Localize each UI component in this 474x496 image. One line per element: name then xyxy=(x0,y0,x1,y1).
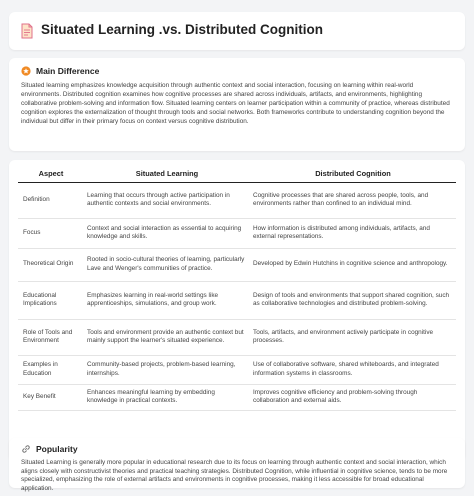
header-aspect: Aspect xyxy=(18,165,84,182)
main-difference-text: Situated learning emphasizes knowledge acquisition through authentic context and social interaction, focusing on learning within real-world environments. Distributed cognition examines how cognitive processes are shared across individuals, artifacts, and environments, highlighting collaborative problem-solving and information flow. Situated learning centers on learner participation within a community of practice, whereas distributed cognition explores the externalization of thought through tools and social networks. Both frameworks contribute to understanding cognition beyond the individual but differ in their primary focus on context versus cognitive distribution. xyxy=(21,82,450,125)
comparison-table xyxy=(18,165,456,411)
aspect-cell: Focus xyxy=(18,218,84,248)
table-row xyxy=(18,319,456,355)
situated-cell: Context and social interaction as essential to acquiring knowledge and skills. xyxy=(84,218,250,248)
comparison-table-card xyxy=(9,160,465,460)
distributed-cell: Use of collaborative software, shared whiteboards, and integrated information systems in classrooms. xyxy=(250,355,456,384)
aspect-cell: Role of Tools and Environment xyxy=(18,319,84,355)
aspect-cell: Examples in Education xyxy=(18,355,84,384)
aspect-cell: Definition xyxy=(18,182,84,218)
table-row xyxy=(18,384,456,410)
distributed-cell: Design of tools and environments that support shared cognition, such as collaborative technologies and distributed problem-solving. xyxy=(250,281,456,319)
table-row xyxy=(18,281,456,319)
popularity-heading: Popularity xyxy=(36,444,78,454)
distributed-cell: Developed by Edwin Hutchins in cognitive science and anthropology. xyxy=(250,248,456,281)
situated-cell: Learning that occurs through active participation in authentic contexts and social environments. xyxy=(84,182,250,218)
distributed-cell: Tools, artifacts, and environment actively participate in cognitive processes. xyxy=(250,319,456,355)
aspect-cell: Key Benefit xyxy=(18,384,84,410)
table-header-row xyxy=(18,165,456,182)
distributed-cell: Cognitive processes that are shared across people, tools, and environments rather than confined to an individual mind. xyxy=(250,182,456,218)
main-difference-heading: Main Difference xyxy=(36,66,100,76)
header-situated-learning: Situated Learning xyxy=(84,165,250,182)
distributed-cell: Improves cognitive efficiency and problem-solving through collaboration and external aids. xyxy=(250,384,456,410)
situated-cell: Enhances meaningful learning by embedding knowledge in practical contexts. xyxy=(84,384,250,410)
situated-cell: Community-based projects, problem-based learning, internships. xyxy=(84,355,250,384)
situated-cell: Rooted in socio-cultural theories of learning, particularly Lave and Wenger's communities of practice. xyxy=(84,248,250,281)
situated-cell: Emphasizes learning in real-world settings like apprenticeships, simulations, and group work. xyxy=(84,281,250,319)
main-difference-section xyxy=(9,58,465,151)
popularity-section xyxy=(9,438,465,492)
table-row xyxy=(18,182,456,218)
page-title: Situated Learning .vs. Distributed Cognition xyxy=(41,22,324,37)
link-icon xyxy=(21,444,31,454)
distributed-cell: How information is distributed among individuals, artifacts, and external representations. xyxy=(250,218,456,248)
situated-cell: Tools and environment provide an authentic context but mainly support the learner's situated experience. xyxy=(84,319,250,355)
table-row xyxy=(18,248,456,281)
header-distributed-cognition: Distributed Cognition xyxy=(250,165,456,182)
star-badge-icon xyxy=(21,66,31,76)
aspect-cell: Educational Implications xyxy=(18,281,84,319)
title-card xyxy=(9,12,465,50)
table-row xyxy=(18,355,456,384)
aspect-cell: Theoretical Origin xyxy=(18,248,84,281)
popularity-text: Situated Learning is generally more popular in educational research due to its focus on learning through authentic context and social interaction, which aligns closely with constructivist theories and practical teaching strategies. Distributed Cognition, while influential in cognitive science, tends to be more specialized, emphasizing the role of external artifacts and environments in cognitive processes, making it less accessible for broad educational application. xyxy=(21,459,448,492)
document-icon xyxy=(21,23,33,39)
table-row xyxy=(18,218,456,248)
